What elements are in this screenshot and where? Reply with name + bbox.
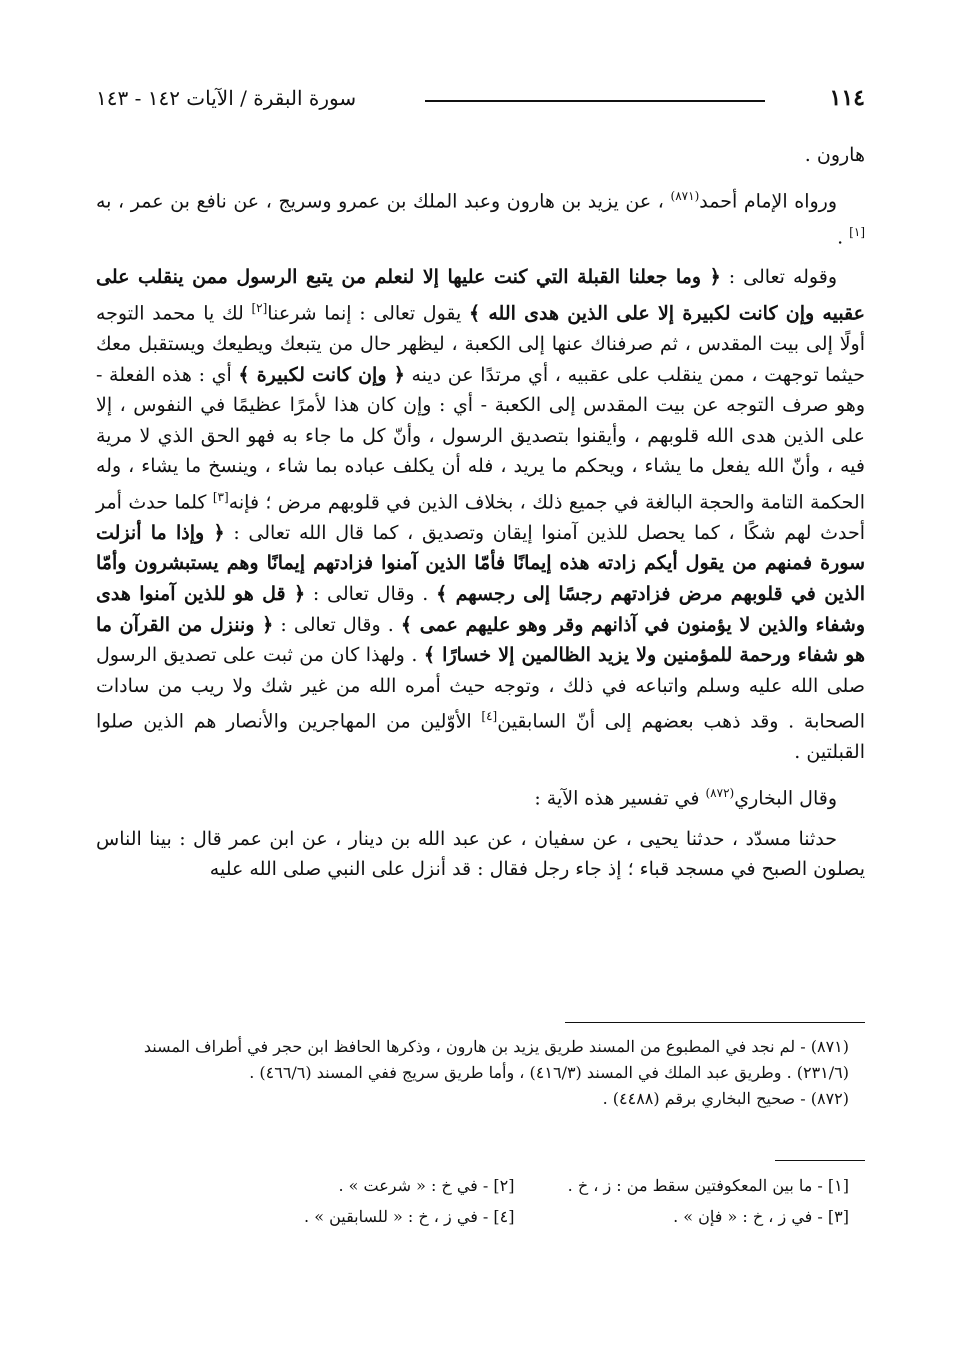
editor-note-4: [٤] - في ز ، خ : « للسابقين » . [304, 1207, 515, 1226]
paragraph-5 [96, 824, 865, 885]
main-text [96, 140, 865, 895]
quran-verse: ﴿ وما جعلنا القبلة التي كنت عليها إلا لنعلم من يتبع الرسول ممن ينقلب على عقبيه وإن كانت لكبيرة إلا على الذين هدى الله ﴾ [96, 266, 865, 325]
footnotes [96, 1034, 849, 1112]
paragraph-text: أي : هذه الفعلة - وهو صرف التوجه عن بيت المقدس إلى الكعبة - أي : وإن كان هذا لأمرًا عظيمًا في النفوس ، إلا على الذين هدى الله قلوبهم ، وأيقنوا بتصديق الرسول ، وأنّ كل ما جاء به فهو الحق الذي لا مرية فيه ، وأنّ الله يفعل ما يشاء ، ويحكم ما يريد ، فله أن يكلف عباده بما شاء ، وينسخ ما يشاء ، وله الحكمة التامة والحجة البالغة في جميع ذلك ، بخلاف الذين في قلوبهم مرض ؛ فإنه [96, 363, 865, 514]
editor-note-ref: [٢] [251, 301, 268, 316]
paragraph-text: . وقال تعالى : [305, 583, 437, 606]
editor-note-2: [٢] - في خ : « شرعت » . [338, 1176, 515, 1195]
paragraph-text: . وقال تعالى : [273, 613, 401, 636]
paragraph-text: ، عن يزيد بن هارون وعبد الملك بن عمرو وسريج ، عن نافع بن عمر ، به [96, 189, 671, 212]
footnote-872: (٨٧٢) - صحيح البخاري برقم (٤٤٨٨) . [602, 1089, 849, 1108]
paragraph-3 [96, 262, 865, 767]
footnote-divider [565, 1022, 865, 1023]
paragraph-text: الأوّلين من المهاجرين والأنصار هم الذين صلوا القبلتين . [96, 710, 865, 764]
quran-verse: ﴿ وننزل من القرآن ما هو شفاء ورحمة للمؤمنين ولا يزيد الظالمين إلا خسارًا ﴾ [96, 613, 865, 667]
footnote-ref: (٨٧٢) [705, 785, 735, 800]
paragraph-4 [96, 778, 865, 814]
editor-notes-divider [775, 1160, 865, 1161]
paragraph-text: هارون . [804, 144, 865, 166]
paragraph-text: في تفسير هذه الآية : [534, 787, 706, 810]
paragraph-text: وقال البخاري [734, 787, 837, 810]
editor-note-ref: [٣] [212, 489, 229, 504]
editor-notes [180, 1176, 849, 1226]
paragraph-text: حدثنا مسدّد ، حدثنا يحيى ، عن سفيان ، عن عبد الله بن دينار ، عن ابن عمر قال : بينا الناس يصلون الصبح في مسجد قباء ؛ إذ جاء رجل فقال : قد أنزل على النبي صلى الله عليه [96, 827, 865, 881]
paragraph-text: . ولهذا كان من ثبت على تصديق الرسول صلى الله عليه وسلم واتباعه في ذلك ، وتوجه حيث أمره الله من غير شك ولا ريب من سادات الصحابة . وقد ذهب بعضهم إلى أنّ السابقين [96, 644, 865, 733]
quran-verse: ﴿ وإذا ما أنزلت سورة فمنهم من يقول أيكم زادته هذه إيمانًا فأمّا الذين آمنوا فزادتهم إيمانًا وهم يستبشرون وأمّا الذين في قلوبهم مرض فزادتهم رجسًا إلى رجسهم ﴾ [96, 521, 866, 606]
paragraph-text: كلما حدث أمر أحدث لهم شكًا ، كما يحصل للذين آمنوا إيقان وتصديق ، كما قال الله تعالى : [96, 491, 865, 544]
paragraph-text: وقوله تعالى : [720, 266, 838, 289]
paragraph-text: لك يا محمد التوجه أولًا إلى بيت المقدس ، ثم صرفناك عنها إلى الكعبة ، ليظهر حال من يتبعك ويطيعك ويستقبل معك حيثما توجهت ، ممن ينقلب على عقبيه ، أي مرتدًا عن دينه [96, 302, 865, 386]
footnote-ref: (٨٧١) [670, 188, 700, 203]
editor-note-ref: [١] [849, 224, 865, 239]
page-header [96, 78, 865, 118]
paragraph-2 [96, 181, 865, 253]
editor-note-3: [٣] - في ز ، خ : « فإن » . [673, 1207, 849, 1226]
paragraph-text: . [837, 225, 850, 248]
paragraph-text: يقول تعالى : إنما شرعنا [267, 302, 469, 325]
editor-note-1: [١] - ما بين المعكوفتين سقط من : ز ، خ . [567, 1176, 849, 1195]
paragraph-1 [96, 140, 865, 171]
page-number: ١١٤ [829, 85, 865, 111]
header-rule [425, 100, 765, 102]
paragraph-text: ورواه الإمام أحمد [699, 189, 837, 212]
editor-note-ref: [٤] [481, 709, 498, 724]
footnote-871: (٨٧١) - لم نجد في المطبوع من المسند طريق يزيد بن هارون ، وذكرها الحافظ ابن حجر في أطراف المسند (٢٣١/٦) . وطريق عبد الملك في المسند (٤١٦/٣) ، وأما طريق سريج ففي المسند (٤٦٦/٦) . [143, 1037, 849, 1082]
quran-verse: ﴿ وإن كانت لكبيرة ﴾ [238, 363, 405, 386]
quran-verse: ﴿ قل هو للذين آمنوا هدى وشفاء والذين لا يؤمنون في آذانهم وقر وهو عليهم عمى ﴾ [96, 583, 866, 636]
running-title: سورة البقرة / الآيات ١٤٢ - ١٤٣ [96, 86, 357, 110]
